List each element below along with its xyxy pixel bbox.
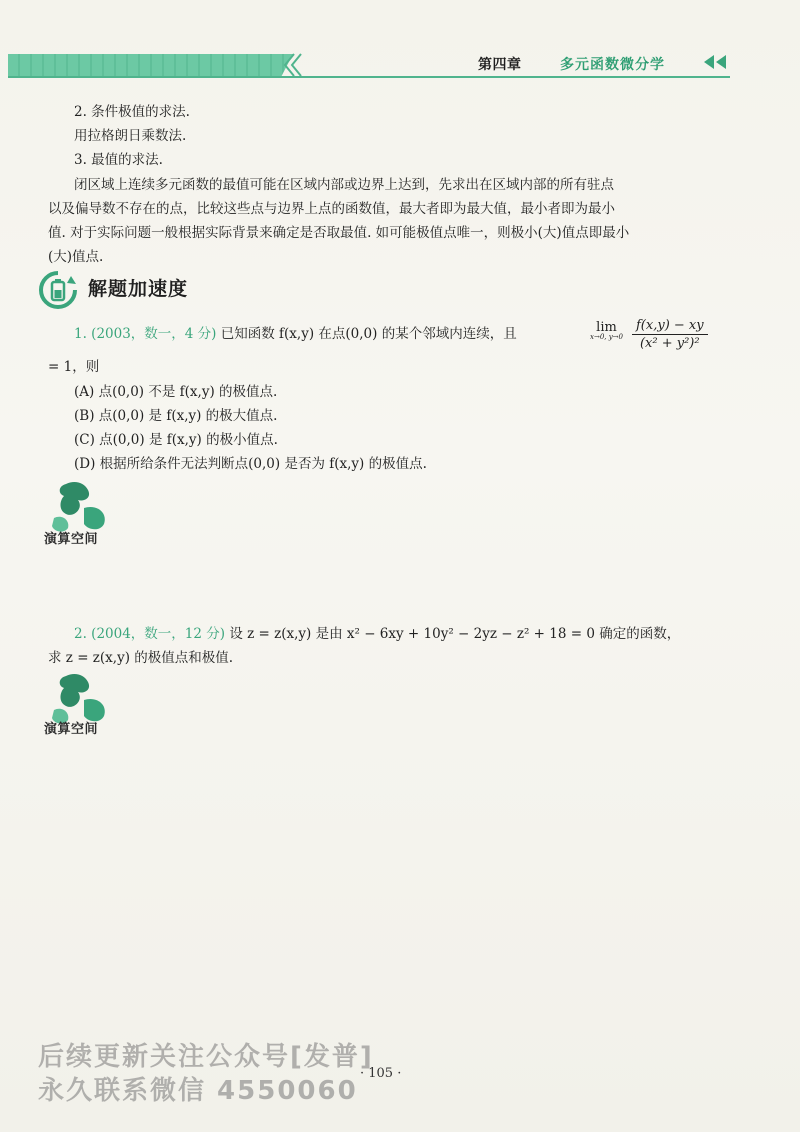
fraction-numerator: f(x,y) − xy <box>636 318 704 333</box>
battery-icon <box>38 270 78 310</box>
lim-word: lim <box>596 320 617 335</box>
option-c: (C) 点(0,0) 是 f(x,y) 的极小值点. <box>74 432 278 448</box>
watermark-line: 后续更新关注公众号[发普] <box>38 1042 374 1072</box>
calc-space-label: 演算空间 <box>44 722 99 737</box>
fraction-denominator: (x² + y²)² <box>639 336 700 351</box>
question-source: 1. (2003，数一，4 分) <box>74 326 217 342</box>
header-arrows-icon <box>702 53 732 71</box>
option-b: (B) 点(0,0) 是 f(x,y) 的极大值点. <box>74 408 278 424</box>
question-source: 2. (2004，数一，12 分) <box>74 626 226 642</box>
calc-space-label: 演算空间 <box>44 532 99 547</box>
fraction-bar <box>632 334 708 335</box>
question-text: = 1，则 <box>48 359 100 375</box>
header-chevron-icon <box>289 52 303 78</box>
paragraph-line: 闭区域上连续多元函数的最值可能在区域内部或边界上达到，先求出在区域内部的所有驻点 <box>74 177 614 193</box>
watermark-line: 永久联系微信 4550060 <box>38 1076 358 1106</box>
lim-subscript: x→0, y→0 <box>590 333 623 341</box>
text-line: 2. 条件极值的求法. <box>74 104 190 120</box>
text-line: 3. 最值的求法. <box>74 152 163 168</box>
header-band <box>8 54 293 76</box>
question-2-stem <box>74 622 680 646</box>
page-number: · 105 · <box>360 1066 402 1081</box>
question-text: 已知函数 f(x,y) 在点(0,0) 的某个邻域内连续，且 <box>220 326 517 342</box>
limit-operator <box>590 320 623 341</box>
limit-fraction <box>632 318 708 351</box>
paragraph-line: (大)值点. <box>48 249 104 265</box>
question-text: 设 z = z(x,y) 是由 x² − 6xy + 10y² − 2yz − z² + 18 = 0 确定的函数， <box>229 626 681 642</box>
text-line: 用拉格朗日乘数法. <box>74 128 187 144</box>
paragraph-line: 值. 对于实际问题一般根据实际背景来确定是否取最值. 如可能极值点唯一，则极小(大)值点即最小 <box>48 225 630 241</box>
option-a: (A) 点(0,0) 不是 f(x,y) 的极值点. <box>74 384 278 400</box>
question-1-stem <box>74 322 517 346</box>
chapter-label: 第四章 <box>478 57 522 73</box>
chapter-title: 多元函数微分学 <box>560 57 665 73</box>
question-text: 求 z = z(x,y) 的极值点和极值. <box>48 650 234 666</box>
header-rule <box>8 76 730 78</box>
paragraph-line: 以及偏导数不存在的点，比较这些点与边界上点的函数值，最大者即为最大值，最小者即为最小 <box>48 201 615 217</box>
option-d: (D) 根据所给条件无法判断点(0,0) 是否为 f(x,y) 的极值点. <box>74 456 427 472</box>
section-title: 解题加速度 <box>88 278 189 300</box>
